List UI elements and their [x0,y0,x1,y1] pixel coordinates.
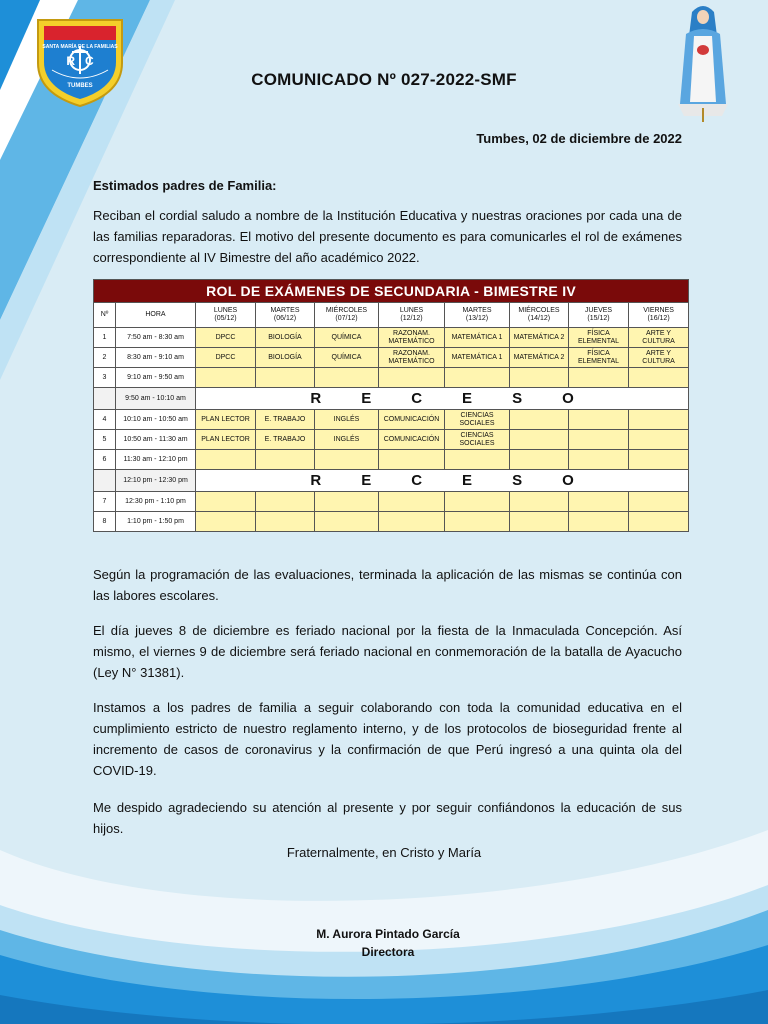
exam-cell [510,430,569,450]
exam-cell [629,492,689,512]
exam-cell [379,492,445,512]
exam-cell [315,492,379,512]
exam-cell [196,492,256,512]
column-header [315,303,379,328]
exam-cell [569,368,629,388]
exam-cell: PLAN LECTOR [196,410,256,430]
column-header [510,303,569,328]
exam-cell [569,430,629,450]
exam-cell: MATEMÁTICA 1 [445,348,510,368]
exam-cell: CIENCIAS SOCIALES [445,430,510,450]
exam-cell: QUÍMICA [315,328,379,348]
column-header [629,303,689,328]
column-header-date: (12/12) [400,315,423,322]
exam-cell: E. TRABAJO [256,430,315,450]
row-number: 4 [94,410,116,430]
exam-cell [510,450,569,470]
table-title: ROL DE EXÁMENES DE SECUNDARIA - BIMESTRE IV [94,280,689,303]
exam-cell: DPCC [196,328,256,348]
greeting: Estimados padres de Familia: [93,178,277,193]
column-header-label: VIERNES [643,307,674,314]
logo-initials: RC [66,54,104,68]
exam-cell [379,368,445,388]
column-header-date: (05/12) [214,315,237,322]
exam-cell [569,512,629,532]
exam-cell: ARTE Y CULTURA [629,328,689,348]
paragraph-farewell: Me despido agradeciendo su atención al presente y por seguir confiándonos la educación de sus hijos. [93,800,682,836]
paragraph-biosecurity: Instamos a los padres de familia a seguir colaborando con toda la comunidad educativa en el cumplimiento estricto de nuestro reglamento interno, y de los protocolos de bioseguridad frente al incremento de casos de coronavirus y la confirmación de que Perú ingresó a una quinta ola del COVID-19. [93,700,682,778]
exam-cell [629,450,689,470]
exam-cell [510,368,569,388]
exam-cell [315,368,379,388]
column-header-label: Nº [100,311,109,318]
exam-cell [256,450,315,470]
logo-top-text: SANTA MARÍA DE LA FAMILIAS [42,44,118,50]
row-number: 3 [94,368,116,388]
exam-cell: FÍSICA ELEMENTAL [569,348,629,368]
table-row [94,492,689,512]
exam-cell [445,368,510,388]
recess-row [94,388,689,410]
exam-cell: MATEMÁTICA 2 [510,348,569,368]
exam-cell: QUÍMICA [315,348,379,368]
signer-name: M. Aurora Pintado García [316,927,460,941]
exam-cell: DPCC [196,348,256,368]
exam-cell: RAZONAM. MATEMÁTICO [379,328,445,348]
exam-cell: RAZONAM. MATEMÁTICO [379,348,445,368]
exam-cell: MATEMÁTICA 1 [445,328,510,348]
column-header-date: (15/12) [587,315,610,322]
table-row [94,430,689,450]
table-row [94,368,689,388]
column-header-label: MARTES [270,307,300,314]
column-header [379,303,445,328]
exam-cell [256,492,315,512]
row-number: 1 [94,328,116,348]
exam-cell [569,492,629,512]
table-row [94,410,689,430]
document-title: COMUNICADO Nº 027-2022-SMF [251,70,517,89]
document-date: Tumbes, 02 de diciembre de 2022 [476,131,682,146]
column-header [256,303,315,328]
row-time: 11:30 am - 12:10 pm [116,450,196,470]
row-number: 2 [94,348,116,368]
column-header-label: MIÉRCOLES [518,307,560,314]
row-time: 9:50 am - 10:10 am [116,388,196,410]
row-number [94,470,116,492]
exam-cell [445,450,510,470]
exam-cell [196,368,256,388]
signer-role: Directora [361,945,415,959]
exam-cell [629,410,689,430]
paragraph-holidays: El día jueves 8 de diciembre es feriado nacional por la fiesta de la Inmaculada Concepción. Así mismo, el viernes 9 de diciembre será feriado nacional en conmemoración de la batalla de Ayacucho (Ley N° 31381). [93,623,682,680]
exam-cell: COMUNICACIÓN [379,410,445,430]
column-header [116,303,196,328]
exam-cell [510,492,569,512]
exam-cell [445,512,510,532]
column-header-label: LUNES [213,307,238,314]
table-row [94,348,689,368]
row-number [94,388,116,410]
column-header-date: (13/12) [465,315,489,322]
exam-cell [569,450,629,470]
row-number: 5 [94,430,116,450]
exam-cell [379,512,445,532]
column-header-label: MIÉRCOLES [325,307,368,314]
row-time: 1:10 pm - 1:50 pm [116,512,196,532]
column-header-label: MARTES [462,307,492,314]
row-time: 12:30 pm - 1:10 pm [116,492,196,512]
logo-bottom-text: TUMBES [67,83,93,89]
exam-cell [196,450,256,470]
column-header-date: (16/12) [647,315,670,322]
exam-cell: CIENCIAS SOCIALES [445,410,510,430]
column-header [445,303,510,328]
exam-cell [379,450,445,470]
exam-cell [315,450,379,470]
column-header [196,303,256,328]
table-header-row [94,303,689,328]
exam-cell [569,410,629,430]
table-row [94,512,689,532]
table-row [94,328,689,348]
exam-cell [196,512,256,532]
exam-cell: FÍSICA ELEMENTAL [569,328,629,348]
exam-cell [629,512,689,532]
exam-cell: E. TRABAJO [256,410,315,430]
row-time: 12:10 pm - 12:30 pm [116,470,196,492]
exam-cell: ARTE Y CULTURA [629,348,689,368]
column-header-date: (14/12) [527,315,551,322]
row-number: 7 [94,492,116,512]
row-number: 8 [94,512,116,532]
row-time: 9:10 am - 9:50 am [116,368,196,388]
exam-cell: MATEMÁTICA 2 [510,328,569,348]
column-header-label: JUEVES [584,307,613,314]
exam-cell: BIOLOGÍA [256,348,315,368]
exam-cell: INGLÉS [315,430,379,450]
exam-cell [256,368,315,388]
exam-cell: INGLÉS [315,410,379,430]
exam-cell: PLAN LECTOR [196,430,256,450]
exam-cell: BIOLOGÍA [256,328,315,348]
row-time: 10:10 am - 10:50 am [116,410,196,430]
recess-label: RECESO [196,470,689,492]
virgin-mary-statue-image [672,4,734,124]
row-time: 8:30 am - 9:10 am [116,348,196,368]
row-time: 10:50 am - 11:30 am [116,430,196,450]
exam-cell [510,512,569,532]
row-number: 6 [94,450,116,470]
recess-label: RECESO [196,388,689,410]
closing-line: Fraternalmente, en Cristo y María [286,845,482,860]
exam-cell: COMUNICACIÓN [379,430,445,450]
exam-cell [315,512,379,532]
exam-cell [256,512,315,532]
column-header-label: HORA [145,311,166,318]
column-header-label: LUNES [399,307,424,314]
exam-cell [445,492,510,512]
paragraph-evaluations: Según la programación de las evaluaciones, terminada la aplicación de las mismas se continúa con las labores escolares. [93,567,682,603]
exam-cell [629,430,689,450]
column-header [569,303,629,328]
column-header-date: (07/12) [335,315,358,322]
column-header [94,303,116,328]
signature-block [0,925,768,961]
paragraph-intro: Reciban el cordial saludo a nombre de la Institución Educativa y nuestras oraciones por cada una de las familias reparadoras. El motivo del presente documento es para comunicarles el rol de exámenes correspondiente al IV Bimestre del año académico 2022. [93,208,682,265]
exam-schedule-table [93,279,688,532]
exam-cell [629,368,689,388]
column-header-date: (06/12) [273,315,297,322]
exam-cell [510,410,569,430]
row-time: 7:50 am - 8:30 am [116,328,196,348]
table-row [94,450,689,470]
recess-row [94,470,689,492]
